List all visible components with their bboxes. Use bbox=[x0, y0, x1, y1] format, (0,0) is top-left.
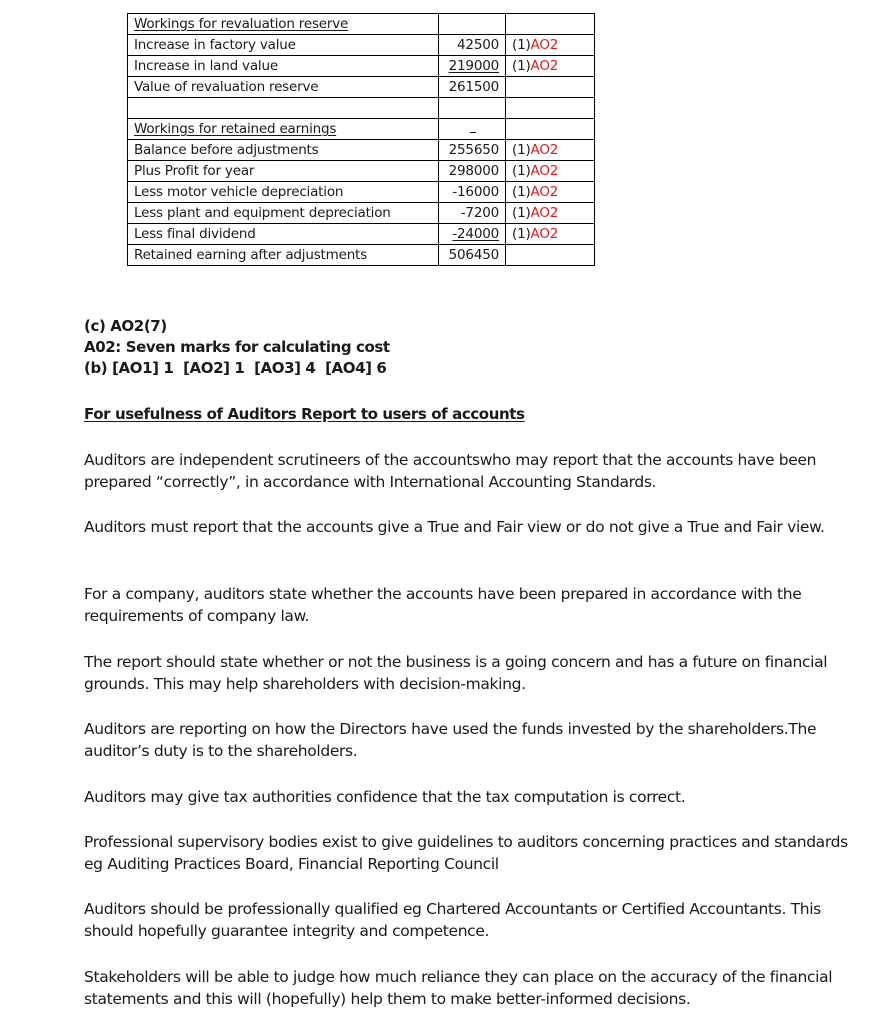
row-value: 42500 bbox=[439, 35, 506, 56]
paragraph: The report should state whether or not the business is a going concern and has a future on financial grounds. This may help shareholders with decision-making. bbox=[84, 653, 828, 693]
row-mark: (1)AO2 bbox=[506, 224, 595, 245]
mark-line-b: (b) [AO1] 1 [AO2] 1 [AO3] 4 [AO4] 6 bbox=[84, 359, 387, 377]
row-mark: (1)AO2 bbox=[506, 35, 595, 56]
section-heading: For usefulness of Auditors Report to users of accounts bbox=[84, 405, 525, 423]
table-row bbox=[128, 182, 595, 203]
table-row-empty bbox=[128, 98, 595, 119]
row-value: 219000 bbox=[439, 56, 506, 77]
workings-table bbox=[127, 13, 595, 266]
table-row bbox=[128, 140, 595, 161]
table-row bbox=[128, 14, 595, 35]
row-value: 255650 bbox=[439, 140, 506, 161]
row-label: Plus Profit for year bbox=[128, 161, 439, 182]
mark-line-c: (c) AO2(7) bbox=[84, 317, 167, 335]
table-row bbox=[128, 161, 595, 182]
row-label: Increase in land value bbox=[128, 56, 439, 77]
paragraph: Professional supervisory bodies exist to give guidelines to auditors concerning practices and standards eg Auditing Practices Board, Financial Reporting Council bbox=[84, 833, 848, 873]
table-row bbox=[128, 35, 595, 56]
row-label: Value of revaluation reserve bbox=[128, 77, 439, 98]
row-value: -16000 bbox=[439, 182, 506, 203]
paragraph: Auditors are independent scrutineers of the accountswho may report that the accounts have been prepared “correctly”, in accordance with International Accounting Standards. bbox=[84, 451, 817, 491]
mark-scheme bbox=[84, 316, 390, 379]
row-label: Less plant and equipment depreciation bbox=[128, 203, 439, 224]
mark-line-a02: A02: Seven marks for calculating cost bbox=[84, 338, 390, 356]
row-mark: (1)AO2 bbox=[506, 161, 595, 182]
row-label: Less final dividend bbox=[128, 224, 439, 245]
row-value: -7200 bbox=[439, 203, 506, 224]
row-label: Increase in factory value bbox=[128, 35, 439, 56]
row-value: 298000 bbox=[439, 161, 506, 182]
table-row bbox=[128, 203, 595, 224]
row-label: Retained earning after adjustments bbox=[128, 245, 439, 266]
row-label: Balance before adjustments bbox=[128, 140, 439, 161]
row-value: -24000 bbox=[439, 224, 506, 245]
row-mark bbox=[506, 245, 595, 266]
table-row bbox=[128, 56, 595, 77]
row-mark: (1)AO2 bbox=[506, 140, 595, 161]
row-value: 261500 bbox=[439, 77, 506, 98]
row-mark: (1)AO2 bbox=[506, 56, 595, 77]
paragraph: Stakeholders will be able to judge how much reliance they can place on the accuracy of the financial statements and this will (hopefully) help them to make better-informed decisions. bbox=[84, 968, 833, 1008]
table-row bbox=[128, 224, 595, 245]
paragraph: Auditors should be professionally qualified eg Chartered Accountants or Certified Accountants. This should hopefully guarantee integrity and competence. bbox=[84, 900, 821, 940]
paragraph: Auditors must report that the accounts give a True and Fair view or do not give a True and Fair view. bbox=[84, 518, 825, 536]
retained-header: Workings for retained earnings bbox=[128, 119, 439, 140]
table-row bbox=[128, 119, 595, 140]
underline-mark bbox=[470, 120, 476, 133]
table-row bbox=[128, 245, 595, 266]
row-mark bbox=[506, 77, 595, 98]
paragraph: Auditors are reporting on how the Directors have used the funds invested by the shareholders.The auditor’s duty is to the shareholders. bbox=[84, 720, 817, 760]
table-row bbox=[128, 77, 595, 98]
row-mark: (1)AO2 bbox=[506, 182, 595, 203]
row-mark: (1)AO2 bbox=[506, 203, 595, 224]
paragraph: Auditors may give tax authorities confidence that the tax computation is correct. bbox=[84, 788, 686, 806]
row-value: 506450 bbox=[439, 245, 506, 266]
paragraph: For a company, auditors state whether the accounts have been prepared in accordance with the requirements of company law. bbox=[84, 585, 802, 625]
row-label: Less motor vehicle depreciation bbox=[128, 182, 439, 203]
revaluation-header: Workings for revaluation reserve bbox=[128, 14, 439, 35]
